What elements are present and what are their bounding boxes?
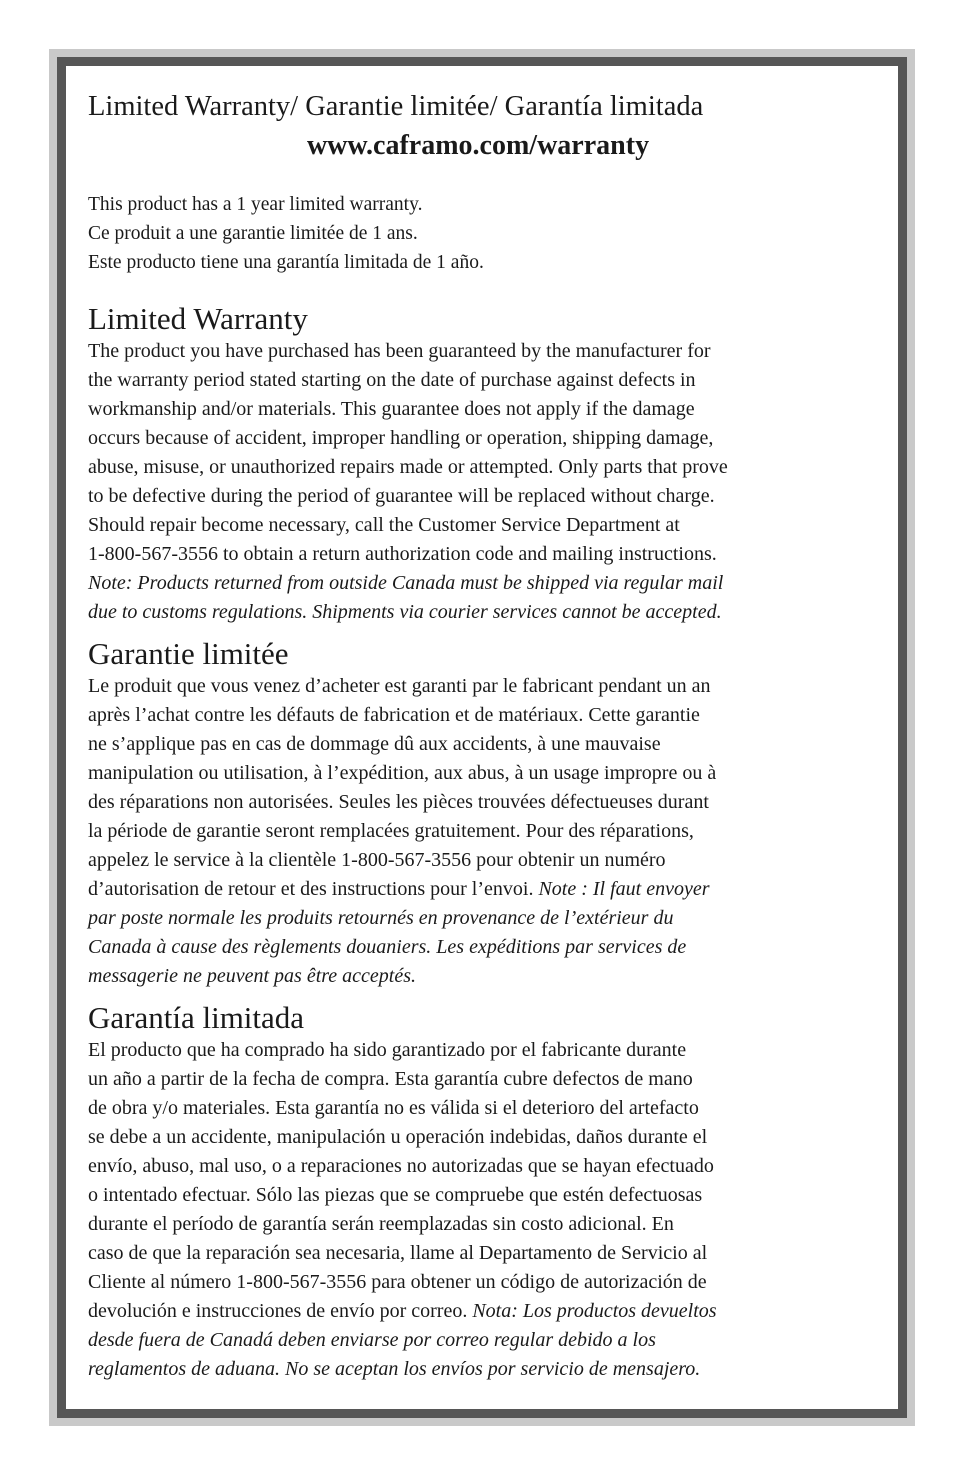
english-body-line: occurs because of accident, improper handling or operation, shipping damage, [88, 427, 714, 449]
french-body-line: Le produit que vous venez d’acheter est garanti par le fabricant pendant un an [88, 675, 711, 697]
spanish-warranty-heading: Garantía limitada [88, 1000, 305, 1035]
intro-spanish: Este producto tiene una garantía limitada de 1 año. [88, 252, 484, 273]
spanish-body-line: se debe a un accidente, manipulación u operación indebidas, daños durante el [88, 1126, 708, 1148]
warranty-url: www.caframo.com/warranty [306, 130, 650, 161]
spanish-warranty-section [88, 1000, 868, 1384]
english-body-line: 1-800-567-3556 to obtain a return authorization code and mailing instructions. [88, 543, 717, 565]
french-body-line: manipulation ou utilisation, à l’expédition, aux abus, à un usage impropre ou à [88, 762, 717, 784]
french-body-line: ne s’applique pas en cas de dommage dû aux accidents, à une mauvaise [88, 733, 661, 755]
intro-french: Ce produit a une garantie limitée de 1 ans. [88, 223, 418, 244]
french-note-line: par poste normale les produits retournés en provenance de l’extérieur du [88, 907, 674, 929]
warranty-card-outer-frame [49, 49, 915, 1426]
spanish-body-line: o intentado efectuar. Sólo las piezas que se compruebe que estén defectuosas [88, 1184, 703, 1206]
intro-english: This product has a 1 year limited warranty. [88, 194, 423, 215]
spanish-mixed-line [88, 1297, 868, 1326]
french-note-line: messagerie ne peuvent pas être acceptés. [88, 965, 417, 987]
french-mixed-plain: d’autorisation de retour et des instructions pour l’envoi. [88, 878, 539, 900]
spanish-body-line: Cliente al número 1-800-567-3556 para obtener un código de autorización de [88, 1271, 707, 1293]
french-body-line: après l’achat contre les défauts de fabrication et de matériaux. Cette garantie [88, 704, 700, 726]
spanish-body-line: El producto que ha comprado ha sido garantizado por el fabricante durante [88, 1039, 687, 1061]
spanish-body-line: envío, abuso, mal uso, o a reparaciones no autorizadas que se hayan efectuado [88, 1155, 714, 1177]
english-body-line: to be defective during the period of guarantee will be replaced without charge. [88, 485, 715, 507]
spanish-body-line: un año a partir de la fecha de compra. Esta garantía cubre defectos de mano [88, 1068, 693, 1090]
english-warranty-section [88, 301, 868, 627]
spanish-body-line: caso de que la reparación sea necesaria, llame al Departamento de Servicio al [88, 1242, 708, 1264]
french-body-line: des réparations non autorisées. Seules les pièces trouvées défectueuses durant [88, 791, 709, 813]
english-warranty-body [88, 337, 868, 627]
french-warranty-heading: Garantie limitée [88, 636, 289, 671]
spanish-warranty-body [88, 1036, 868, 1384]
intro-statements [88, 190, 868, 277]
spanish-note-line: desde fuera de Canadá deben enviarse por correo regular debido a los [88, 1329, 656, 1351]
french-note-line: Canada à cause des règlements douaniers. Les expéditions par services de [88, 936, 687, 958]
english-note-line: due to customs regulations. Shipments via courier services cannot be accepted. [88, 601, 722, 623]
english-body-line: The product you have purchased has been guaranteed by the manufacturer for [88, 340, 711, 362]
warranty-card-inner-frame [57, 57, 907, 1418]
spanish-body-line: durante el período de garantía serán reemplazadas sin costo adicional. En [88, 1213, 674, 1235]
french-note-start: Note : Il faut envoyer [538, 878, 710, 900]
english-warranty-heading: Limited Warranty [88, 301, 308, 336]
warranty-content [88, 88, 868, 1384]
spanish-note-line: reglamentos de aduana. No se aceptan los envíos por servicio de mensajero. [88, 1358, 701, 1380]
french-mixed-line [88, 875, 868, 904]
french-body-line: la période de garantie seront remplacées gratuitement. Pour des réparations, [88, 820, 694, 842]
spanish-mixed-plain: devolución e instrucciones de envío por correo. [88, 1300, 473, 1322]
spanish-note-start: Nota: Los productos devueltos [472, 1300, 717, 1322]
french-warranty-section [88, 636, 868, 991]
spanish-body-line: de obra y/o materiales. Esta garantía no es válida si el deterioro del artefacto [88, 1097, 699, 1119]
french-body-line: appelez le service à la clientèle 1-800-567-3556 pour obtenir un numéro [88, 849, 666, 871]
french-warranty-body [88, 672, 868, 991]
english-note-line: Note: Products returned from outside Canada must be shipped via regular mail [88, 572, 724, 594]
english-body-line: Should repair become necessary, call the Customer Service Department at [88, 514, 680, 536]
english-body-line: workmanship and/or materials. This guarantee does not apply if the damage [88, 398, 695, 420]
english-body-line: the warranty period stated starting on the date of purchase against defects in [88, 369, 696, 391]
warranty-title: Limited Warranty/ Garantie limitée/ Garantía limitada [88, 91, 704, 122]
english-body-line: abuse, misuse, or unauthorized repairs made or attempted. Only parts that prove [88, 456, 728, 478]
